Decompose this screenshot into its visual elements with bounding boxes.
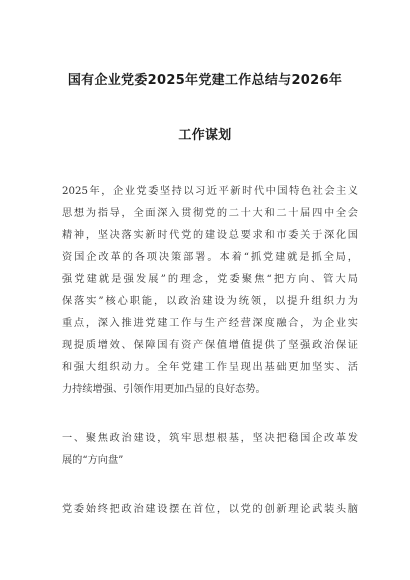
paragraph-1-line: 资国企改革的各项决策部署。本着“抓党建就是抓全局， <box>62 252 358 263</box>
paragraph-1-line: 保落实”核心职能，以政治建设为统领，以提升组织力为 <box>62 296 358 307</box>
paragraph-1-line: 现提质增效、保障国有资产保值增值提供了坚强政治保证 <box>62 340 358 351</box>
paragraph-1-line: 2025年，企业党委坚持以习近平新时代中国特色社会主义 <box>62 186 358 197</box>
document-title-line-2: 工作谋划 <box>178 128 232 143</box>
paragraph-2-line: 党委始终把政治建设摆在首位，以党的创新理论武装头脑 <box>62 504 358 515</box>
paragraph-1-line: 和强大组织动力。全年党建工作呈现出基础更加坚实、活 <box>62 362 358 373</box>
section-heading-line: 展的“方向盘” <box>62 455 124 466</box>
paragraph-1-line: 力持续增强、引领作用更加凸显的良好态势。 <box>62 384 266 395</box>
section-heading-line: 一、聚焦政治建设，筑牢思想根基，坚决把稳国企改革发 <box>62 433 358 444</box>
paragraph-1-line: 思想为指导，全面深入贯彻党的二十大和二十届四中全会 <box>62 208 358 219</box>
paragraph-1-line: 强党建就是强发展”的理念，党委聚焦“把方向、管大局 <box>62 274 358 285</box>
paragraph-1-line: 精神，坚决落实新时代党的建设总要求和市委关于深化国 <box>62 230 358 241</box>
paragraph-1-line: 重点，深入推进党建工作与生产经营深度融合，为企业实 <box>62 318 358 329</box>
document-title-line-1: 国有企业党委2025年党建工作总结与2026年 <box>67 73 343 88</box>
